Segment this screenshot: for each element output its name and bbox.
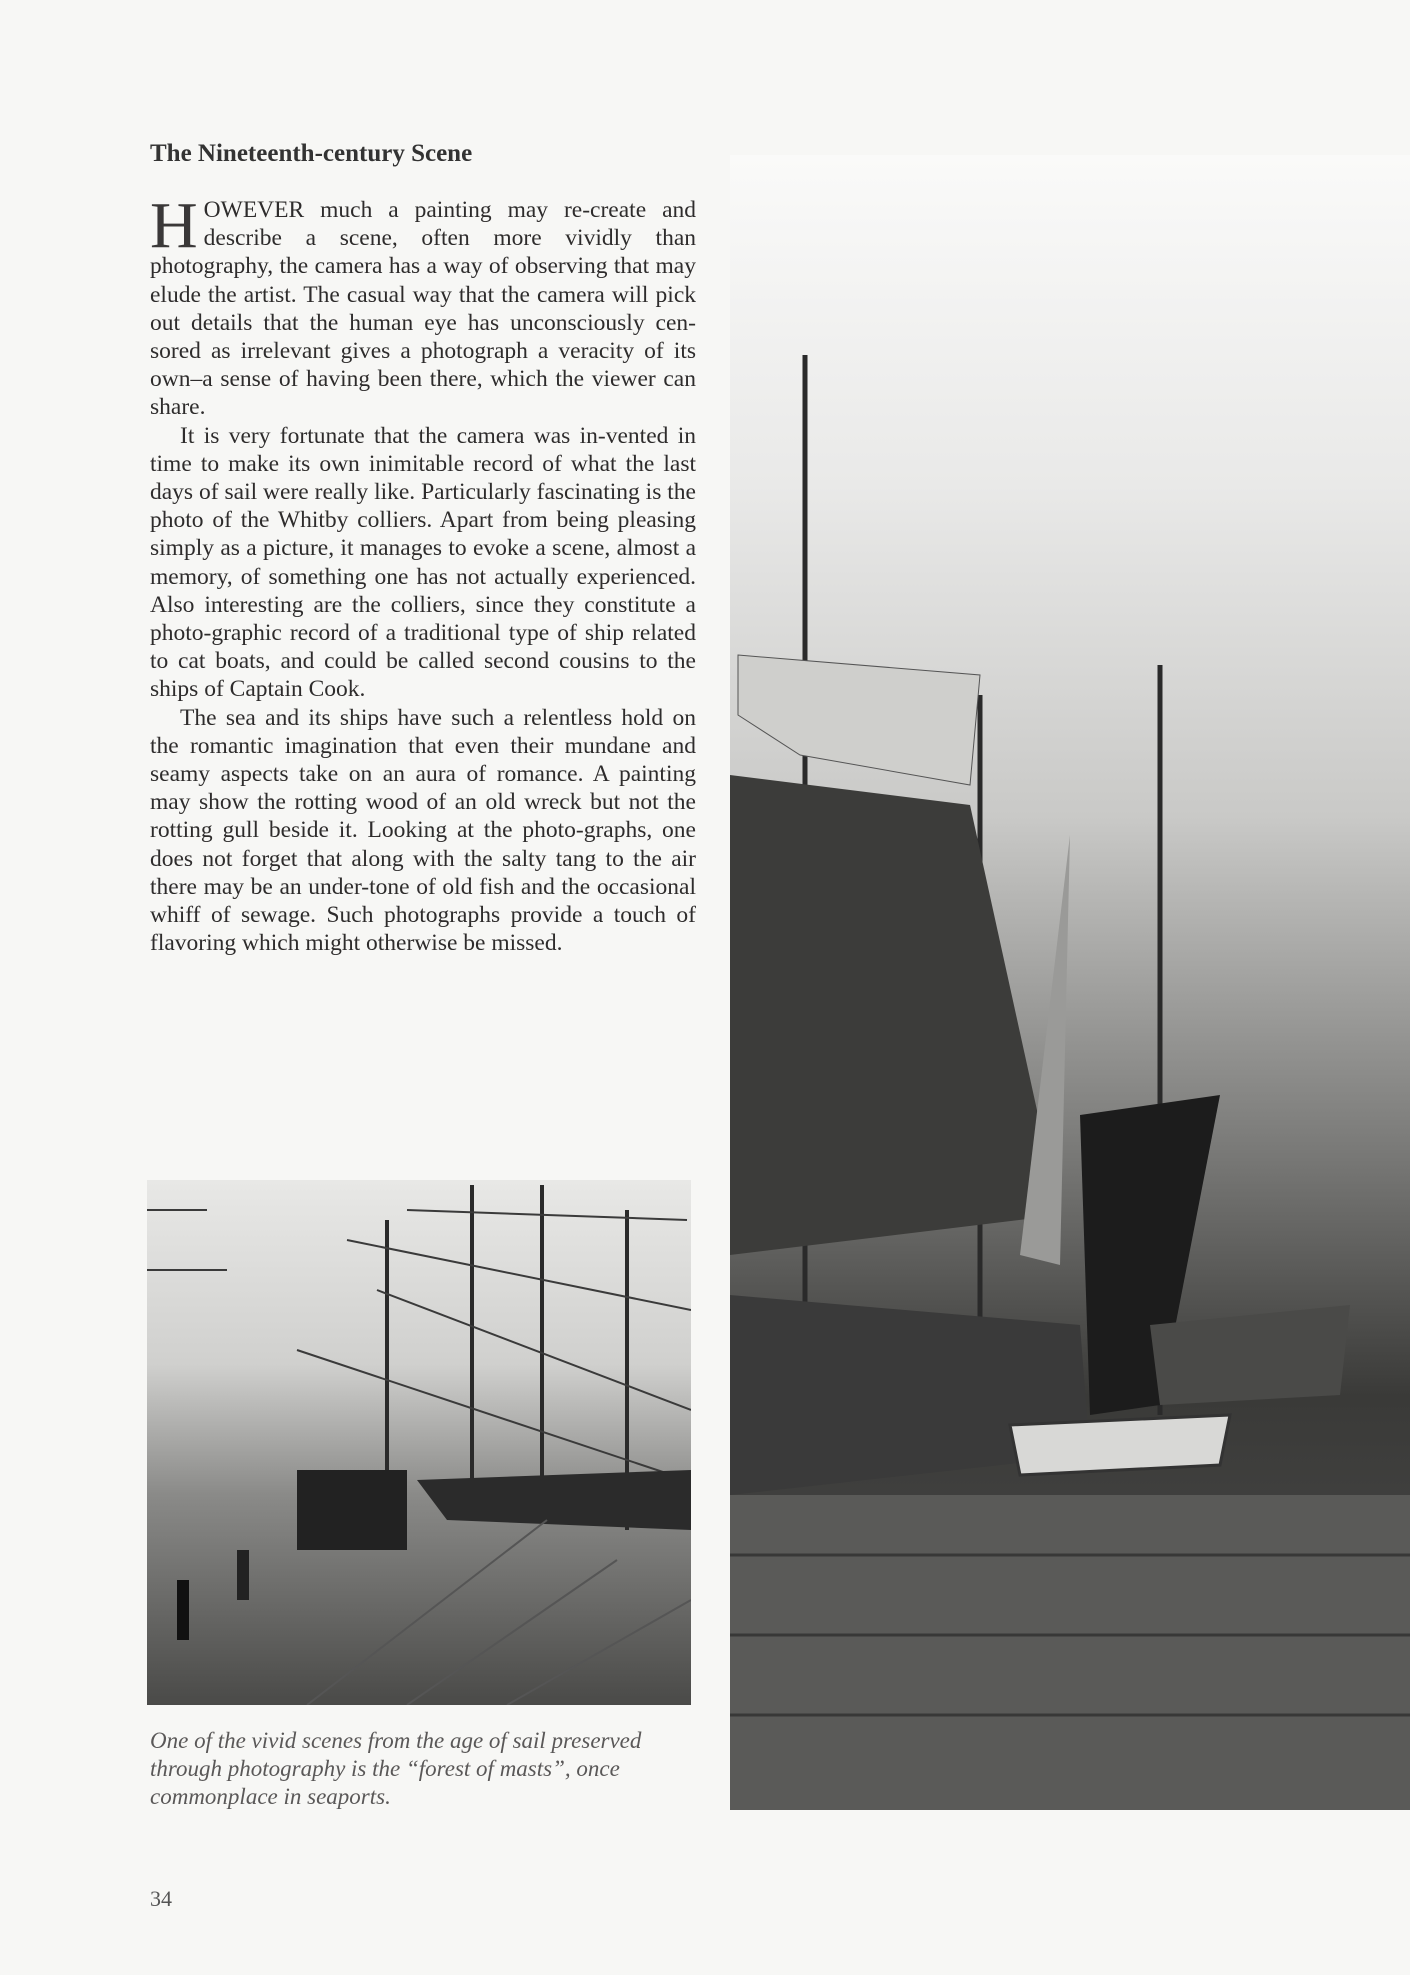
page-number: 34 — [150, 1886, 172, 1911]
photo-caption: One of the vivid scenes from the age of sail preserved through photography is the “forest of masts”, once commonplace in seaports. — [150, 1728, 642, 1809]
forest-of-masts-photo — [147, 1180, 691, 1705]
paragraph-2: It is very fortunate that the camera was in-vented in time to make its own inimitable record of what the last days of sail were really like. Particularly fascinating is the photo of the Whitby colliers. Apart from being pleasing simply as a picture, it manages to evoke a scene, almost a memory, of something one has not actually experienced. Also interesting are the colliers, since they constitute a photo-graphic record of a traditional type of ship related to cat boats, and could be called second cousins to the ships of Captain Cook. — [150, 422, 696, 703]
drop-cap: H — [150, 189, 198, 262]
section-title: The Nineteenth-century Scene — [150, 140, 473, 167]
paragraph-3: The sea and its ships have such a relentless hold on the romantic imagination that even their mundane and seamy aspects take on an aura of romance. A painting may show the rotting wood of an old wreck but not the rotting gull beside it. Looking at the photo-graphs, one does not forget that along with the salty tang to the air there may be an under-tone of old fish and the occasional whiff of sewage. Such photographs provide a touch of flavoring which might otherwise be missed. — [150, 704, 696, 957]
body-text — [150, 189, 696, 957]
paragraph-1 — [150, 189, 696, 422]
whitby-colliers-photo — [730, 155, 1410, 1810]
paragraph-1-text: OWEVER much a painting may re-create and describe a scene, often more vividly than photography, the camera has a way of observing that may elude the artist. The casual way that the camera will pick out details that the human eye has unconsciously cen-sored as irrelevant gives a photograph a veracity of its own–a sense of having been there, which the viewer can share. — [150, 197, 696, 421]
